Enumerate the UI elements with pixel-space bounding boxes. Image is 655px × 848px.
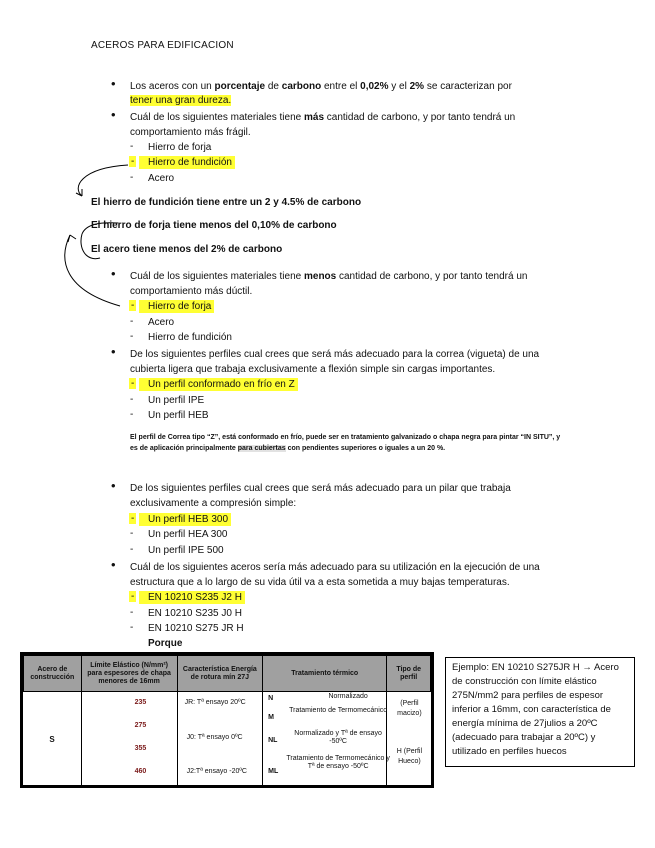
q4-line-1: De los siguientes perfiles cual crees que será más adecuado para un pilar que trabaja xyxy=(130,483,511,494)
q1-line-1: Cuál de los siguientes materiales tiene más cantidad de carbono, y por tanto tendrá un xyxy=(130,112,516,123)
treatment-desc: Tratamiento de Termomecánico y Tª de ensayo -50ºC xyxy=(286,755,390,770)
table-header: Tratamiento térmico xyxy=(263,656,387,692)
q1-line-2: comportamiento más frágil. xyxy=(130,127,251,138)
q2-option: Hierro de fundición xyxy=(148,332,232,343)
q2-line-2: comportamiento más dúctil. xyxy=(130,286,253,297)
q4-option: Un perfil IPE 500 xyxy=(148,545,224,556)
q3-line-2: cubierta ligera que trabaja exclusivamente a flexión simple sin cargas importantes. xyxy=(130,364,496,375)
porque-label: Porque xyxy=(148,638,183,649)
q3-option-highlighted: Un perfil conformado en frío en Z xyxy=(139,378,298,391)
energy-value: J2:Tª ensayo -20ºC xyxy=(186,768,247,775)
bullet-dot: • xyxy=(111,266,116,281)
limit-value: 355 xyxy=(134,745,147,752)
limit-value: 275 xyxy=(134,722,147,729)
q3-option: Un perfil HEB xyxy=(148,410,209,421)
treatment-desc: Normalizado xyxy=(328,693,368,700)
q1-option: Acero xyxy=(148,173,175,184)
q1-option-highlighted: Hierro de fundición xyxy=(139,156,235,169)
bullet-dot: • xyxy=(111,344,116,359)
example-box: Ejemplo: EN 10210 S275JR H → Acero de construcción con límite elástico 275N/mm2 para perfiles de espesor inferior a 16mm, con característica de energía mínima de 27julios a 20ºC (adecuado para trabajar a 20ºC) y utilizado en perfiles huecos xyxy=(445,657,635,767)
steel-cell: S xyxy=(49,734,55,744)
energy-value: J0: Tª ensayo 0ºC xyxy=(186,734,243,741)
profile-type: H (Perfil Hueco) xyxy=(396,748,423,765)
steel-designation-table xyxy=(20,652,434,788)
bullet-dot: • xyxy=(111,478,116,493)
q1-option: Hierro de forja xyxy=(148,142,212,153)
q2-line-1: Cuál de los siguientes materiales tiene menos cantidad de carbono, y por tanto tendrá un xyxy=(130,271,528,282)
q4-option-highlighted: Un perfil HEB 300 xyxy=(139,513,231,526)
profile-type: (Perfil macizo) xyxy=(397,700,422,717)
q5-line-1: Cuál de los siguientes aceros sería más adecuado para su utilización en la ejecución de una xyxy=(130,562,540,573)
limit-value: 235 xyxy=(134,699,147,706)
fact-forja: El hierro de forja tiene menos del 0,10% de carbono xyxy=(91,220,337,231)
energy-value: JR: Tª ensayo 20ºC xyxy=(184,699,246,706)
table-header: Característica Energía de rotura mín 27J xyxy=(177,656,263,692)
intro-line-2: tener una gran dureza. xyxy=(130,95,232,106)
page-title: ACEROS PARA EDIFICACION xyxy=(91,40,234,51)
fact-fundicion: El hierro de fundición tiene entre un 2 y 4.5% de carbono xyxy=(91,197,362,208)
bullet-dot: • xyxy=(111,107,116,122)
q5-line-2: estructura que a lo largo de su vida útil va a esta sometida a muy bajas temperaturas. xyxy=(130,577,510,588)
treatment-desc: Tratamiento de Termomecánico xyxy=(289,707,388,714)
q3-option: Un perfil IPE xyxy=(148,395,205,406)
treatment-code: N xyxy=(268,695,274,702)
bullet-dot: • xyxy=(111,557,116,572)
intro-line-1: Los aceros con un porcentaje de carbono entre el 0,02% y el 2% se caracterizan por xyxy=(130,81,512,92)
q2-option-highlighted: Hierro de forja xyxy=(139,300,214,313)
q5-option: EN 10210 S275 JR H xyxy=(148,623,244,634)
treatment-code: ML xyxy=(268,768,279,775)
q5-option-highlighted: EN 10210 S235 J2 H xyxy=(139,591,245,604)
q2-option: Acero xyxy=(148,317,175,328)
treatment-desc: Normalizado y Tª de ensayo -50ºC xyxy=(294,730,382,745)
bullet-dot: • xyxy=(111,76,116,91)
q4-line-2: exclusivamente a compresión simple: xyxy=(130,498,297,509)
table-header: Límite Elástico (N/mm²) para espesores de chapa menores de 16mm xyxy=(81,656,177,692)
treatment-code: NL xyxy=(268,737,278,744)
fact-acero: El acero tiene menos del 2% de carbono xyxy=(91,244,283,255)
limit-value: 460 xyxy=(134,768,147,775)
table-header: Tipo de perfil xyxy=(387,656,431,692)
curved-arrow-icon xyxy=(50,220,140,310)
treatment-code: M xyxy=(268,714,274,721)
q3-line-1: De los siguientes perfiles cual crees que será más adecuado para la correa (vigueta) de una xyxy=(130,349,540,360)
profile-note: El perfil de Correa tipo “Z”, está conformado en frío, puede ser en tratamiento galvanizado o chapa negra para pintar “IN SITU”, y es de aplicación principalmente para cubiertas con pendientes superiores o iguales a un 20 %. xyxy=(130,434,561,452)
q5-option: EN 10210 S235 J0 H xyxy=(148,608,242,619)
q4-option: Un perfil HEA 300 xyxy=(148,529,228,540)
table-header: Acero de construcción xyxy=(24,656,82,692)
